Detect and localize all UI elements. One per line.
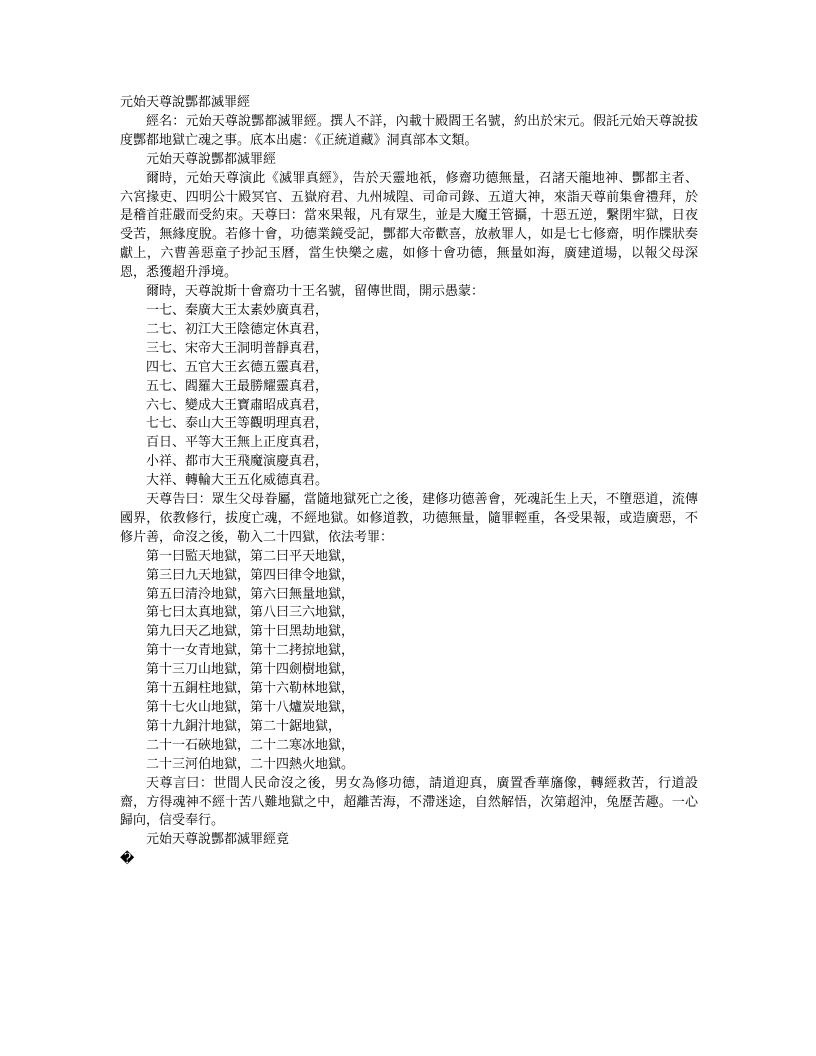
list-item: 二十三河伯地獄，二十四熱火地獄。 [146,756,355,772]
list-item: 第一曰監天地獄，第二曰平天地獄， [146,548,355,564]
list-item: 第十五銅柱地獄，第十六勒林地獄， [146,681,355,697]
list-item: 百日、平等大王無上正度真君， [146,435,329,451]
document-title: 元始天尊說酆都滅罪經 [120,95,251,110]
list-item: 七七、泰山大王等觀明理真君， [146,416,329,432]
list-item: 三七、宋帝大王洞明普靜真君， [146,340,329,356]
paragraph-assembly: 爾時，元始天尊演此《滅罪真經》，告於天靈地祇，修齋功德無量，召諸天龍地神、酆都主者、六宮掾吏、四明公十殿冥官、五嶽府君、九州城隍、司命司錄、五道大神，來詣天尊前集會禮拜，於是稽首莊嚴而受約束。天尊曰：當來果報，凡有眾生，並是大魔王管攝，十惡五逆，繫閉牢獄，日夜受苦，無緣度脫。若修十會，功德業鏡受記，酆都大帝歡喜，放赦罪人，如是七七修齋，明作牒狀奏獻上，六曹善惡童子抄記玉曆，當生快樂之處，如修十會功德，無量如海，廣建道場，以報父母深恩，悉獲超升淨境。 [120,170,698,281]
list-item: 第十九銅汁地獄，第二十鋸地獄， [146,718,342,734]
list-item: 第十三刀山地獄，第十四劍樹地獄， [146,662,355,678]
list-item: 一七、秦廣大王太素妙廣真君， [146,302,329,318]
list-item: 二十一石硤地獄，二十二寒冰地獄， [146,737,355,753]
list-item: 四七、五官大王玄德五靈真君， [146,359,329,375]
list-item: 六七、變成大王寶肅昭成真君， [146,397,329,413]
paragraph-hells-intro: 天尊告曰：眾生父母眷屬，當隨地獄死亡之後，建修功德善會，死魂託生上天，不墮惡道，流傳國界，依教修行，拔度亡魂，不經地獄。如修道教，功德無量，隨罪輕重，各受果報，或造廣惡，不修片善，命沒之後，勒入二十四獄，依法考罪： [120,492,698,545]
hells-list [120,548,698,775]
list-item: 第九曰天乙地獄，第十曰黑劫地獄， [146,624,355,640]
scripture-subtitle: 元始天尊說酆都滅罪經 [146,151,277,167]
paragraph-ten-kings-intro: 爾時，天尊說斯十會齋功十王名號，留傳世間，開示愚蒙： [146,284,485,300]
list-item: 第十一女青地獄，第十二拷掠地獄， [146,643,355,659]
paragraph-closing-teaching: 天尊言曰：世間人民命沒之後，男女為修功德，請道迎真，廣置香華旛像，轉經救苦，行道設齋，方得魂神不經十苦八難地獄之中，超離苦海，不滯迷途，自然解悟，次第超沖，兔歷苦趣。一心歸向，信受奉行。 [120,775,698,829]
list-item: 大祥、轉輪大王五化威德真君。 [146,473,329,489]
closing-title: 元始天尊說酆都滅罪經竟 [146,832,290,848]
list-item: 第五曰清泠地獄，第六曰無量地獄， [146,586,355,602]
list-item: 第三曰九天地獄，第四曰律令地獄， [146,567,355,583]
list-item: 二七、初江大王陰德定休真君， [146,321,329,337]
list-item: 第七曰太真地獄，第八曰三六地獄， [146,605,355,621]
list-item: 小祥、都市大王飛魔演慶真君， [146,454,329,470]
intro-paragraph: 經名：元始天尊說酆都滅罪經。撰人不詳，內載十殿閻王名號，約出於宋元。假託元始天尊說拔度酆都地獄亡魂之事。底本出處：《正統道藏》洞真部本文類。 [120,113,698,148]
list-item: 第十七火山地獄，第十八爐炭地獄， [146,700,355,715]
ten-kings-list [120,302,698,491]
document-body [120,94,698,869]
list-item: 五七、閻羅大王最勝耀靈真君， [146,378,329,394]
end-mark: � [120,851,135,868]
